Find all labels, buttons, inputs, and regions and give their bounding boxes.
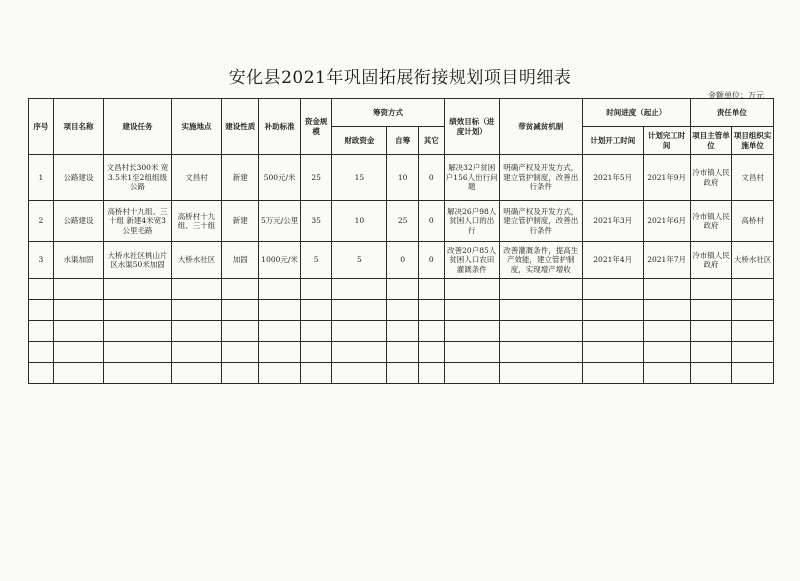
cell-scale: 5 (300, 242, 331, 279)
cell-mechanism: 改善灌溉条件，提高生产效能，建立管护制度，实现增产增收 (499, 242, 582, 279)
cell-scale: 35 (300, 201, 331, 242)
header-fund-self: 自筹 (387, 127, 418, 155)
header-goal: 绩效目标（进度计划） (444, 99, 499, 155)
cell-other: 0 (418, 201, 444, 242)
cell-location: 文昌村 (171, 155, 222, 201)
blank-row (29, 321, 774, 342)
cell-end: 2021年9月 (643, 155, 690, 201)
header-dept: 项目主管单位 (690, 127, 732, 155)
cell-end: 2021年7月 (643, 242, 690, 279)
cell-gov: 10 (332, 201, 387, 242)
cell-location: 大桥水社区 (171, 242, 222, 279)
page-title: 安化县2021年巩固拓展衔接规划项目明细表 (228, 68, 572, 88)
header-fund-other: 其它 (418, 127, 444, 155)
cell-subsidy: 500元/米 (259, 155, 301, 201)
cell-other: 0 (418, 242, 444, 279)
header-mechanism: 带贫减贫机制 (499, 99, 582, 155)
cell-mechanism: 明确产权及开发方式，建立管护制度，改善出行条件 (499, 155, 582, 201)
header-time-group: 时间进度（起止） (582, 99, 690, 127)
header-subsidy: 补助标准 (259, 99, 301, 155)
cell-nature: 新建 (222, 155, 259, 201)
cell-other: 0 (418, 155, 444, 201)
header-end: 计划完工时间 (643, 127, 690, 155)
cell-subsidy: 1000元/米 (259, 242, 301, 279)
cell-scale: 25 (300, 155, 331, 201)
cell-seq: 2 (29, 201, 54, 242)
cell-self: 0 (387, 242, 418, 279)
cell-impl: 文昌村 (732, 155, 774, 201)
header-impl: 项目组织实施单位 (732, 127, 774, 155)
blank-row (29, 279, 774, 300)
cell-seq: 1 (29, 155, 54, 201)
table-row (29, 155, 774, 201)
blank-row (29, 363, 774, 384)
blank-row (29, 300, 774, 321)
header-scale: 资金规模 (300, 99, 331, 155)
blank-row (29, 342, 774, 363)
header-start: 计划开工时间 (582, 127, 643, 155)
cell-name: 水渠加固 (53, 242, 104, 279)
header-seq: 序号 (29, 99, 54, 155)
header-nature: 建设性质 (222, 99, 259, 155)
cell-dept: 冷市镇人民政府 (690, 201, 732, 242)
cell-dept: 冷市镇人民政府 (690, 155, 732, 201)
header-fund-group: 筹资方式 (332, 99, 444, 127)
cell-goal: 解决32户贫困户156人出行问题 (444, 155, 499, 201)
cell-start: 2021年5月 (582, 155, 643, 201)
cell-goal: 改善20户85人贫困人口农田灌溉条件 (444, 242, 499, 279)
cell-dept: 冷市镇人民政府 (690, 242, 732, 279)
cell-location: 高桥村十九组、三十组 (171, 201, 222, 242)
project-table (28, 98, 774, 384)
table-row (29, 242, 774, 279)
cell-goal: 解决26户98人贫困人口的出行 (444, 201, 499, 242)
table-row (29, 201, 774, 242)
cell-nature: 新建 (222, 201, 259, 242)
cell-seq: 3 (29, 242, 54, 279)
cell-impl: 高桥村 (732, 201, 774, 242)
cell-start: 2021年4月 (582, 242, 643, 279)
cell-impl: 大桥水社区 (732, 242, 774, 279)
header-fund-gov: 财政资金 (332, 127, 387, 155)
cell-name: 公路建设 (53, 155, 104, 201)
cell-self: 10 (387, 155, 418, 201)
cell-task: 大桥水社区桃山片区水渠50米加固 (104, 242, 171, 279)
cell-mechanism: 明确产权及开发方式，建立管护制度，改善出行条件 (499, 201, 582, 242)
cell-name: 公路建设 (53, 201, 104, 242)
cell-self: 25 (387, 201, 418, 242)
header-location: 实施地点 (171, 99, 222, 155)
header-row-1 (29, 99, 774, 127)
cell-start: 2021年3月 (582, 201, 643, 242)
cell-gov: 15 (332, 155, 387, 201)
cell-task: 高桥村十九组、三十组 新建4米宽3公里毛路 (104, 201, 171, 242)
amount-unit: 金额单位：万元 (708, 91, 764, 100)
header-name: 项目名称 (53, 99, 104, 155)
cell-gov: 5 (332, 242, 387, 279)
cell-task: 文昌村长300米 宽3.5米1至2组组级公路 (104, 155, 171, 201)
cell-end: 2021年6月 (643, 201, 690, 242)
header-task: 建设任务 (104, 99, 171, 155)
cell-subsidy: 5万元/公里 (259, 201, 301, 242)
cell-nature: 加固 (222, 242, 259, 279)
header-resp-group: 责任单位 (690, 99, 773, 127)
